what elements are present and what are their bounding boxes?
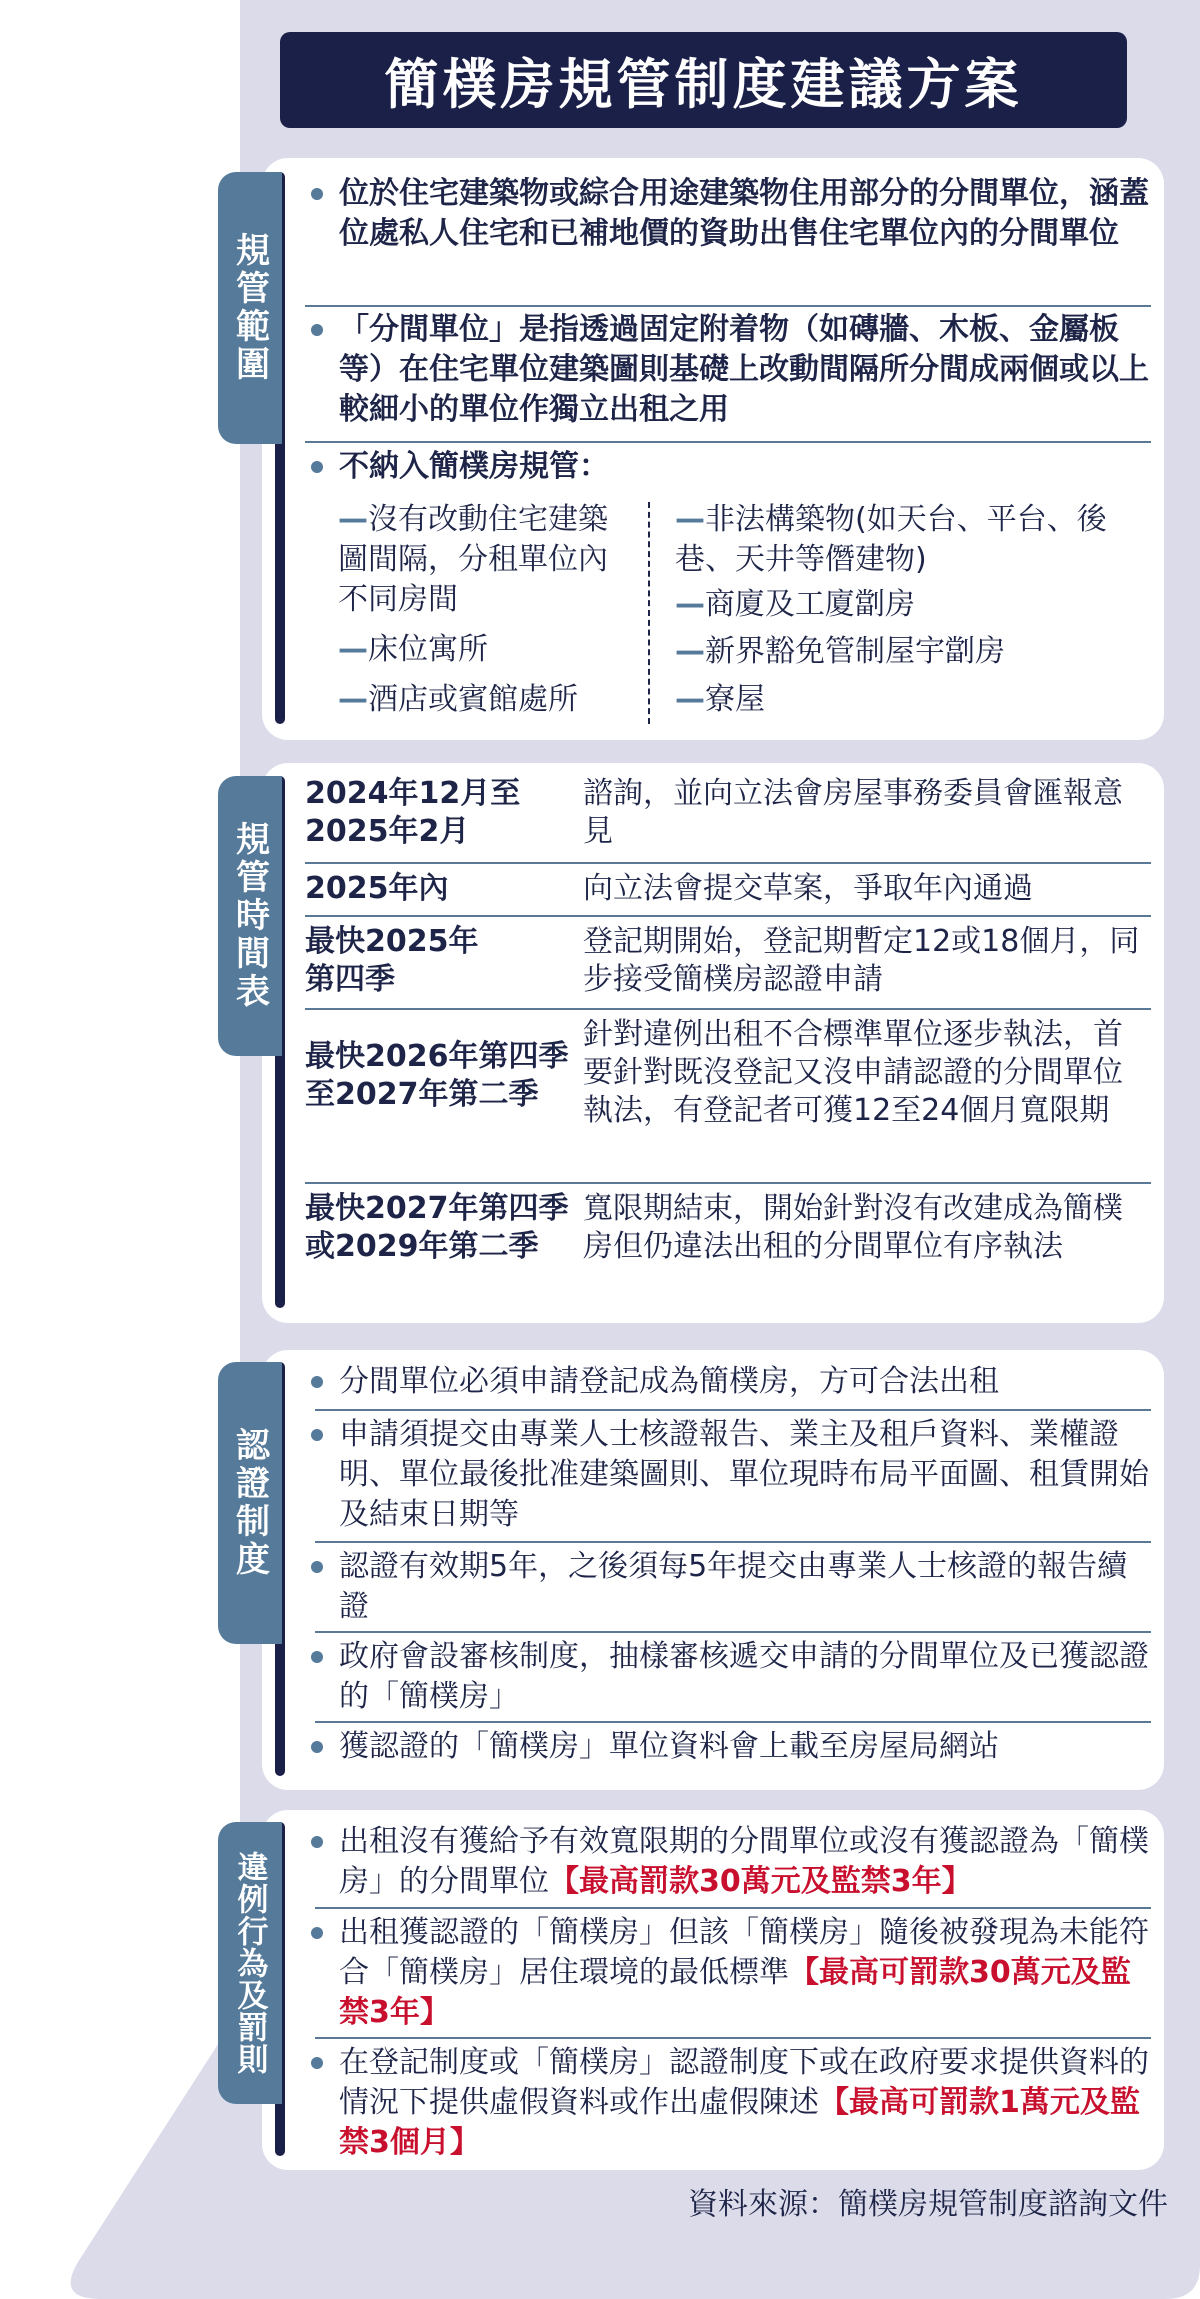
divider [305, 915, 1151, 917]
excluded-right-4: —寮屋 [675, 682, 765, 717]
column-separator [648, 502, 650, 724]
dash-icon: — [338, 632, 368, 667]
timeline-date: 最快2026年第四季至2027年第二季 [305, 1039, 569, 1112]
penalty-text: 【最高可罰款30萬元及監禁3年】 [339, 1955, 1131, 2030]
dash-icon: — [675, 502, 705, 537]
scope-tab: 規管範圍 [218, 172, 282, 444]
timeline-date: 最快2027年第四季或2029年第二季 [305, 1191, 569, 1264]
timeline-desc: 寬限期結束，開始針對沒有改建成為簡樸房但仍違法出租的分間單位有序執法 [583, 1191, 1123, 1264]
timeline-date: 2024年12月至2025年2月 [305, 776, 521, 849]
divider [305, 1008, 1151, 1010]
penalty-item-1: 出租沒有獲給予有效寬限期的分間單位或沒有獲認證為「簡樸房」的分間單位【最高罰款30萬元及監禁3年】 [305, 1822, 1151, 1902]
divider [315, 1541, 1151, 1543]
timeline-tab: 規管時間表 [218, 776, 282, 1056]
dash-icon: — [675, 634, 705, 669]
penalty-item-3: 在登記制度或「簡樸房」認證制度下或在政府要求提供資料的情況下提供虛假資料或作出虛假陳述【最高可罰款1萬元及監禁3個月】 [305, 2043, 1151, 2163]
certification-item-1: 分間單位必須申請登記成為簡樸房，方可合法出租 [305, 1362, 1151, 1402]
dash-icon: — [338, 682, 368, 717]
certification-item-2: 申請須提交由專業人士核證報告、業主及租戶資料、業權證明、單位最後批准建築圖則、單位現時布局平面圖、租賃開始及結束日期等 [305, 1415, 1151, 1535]
divider [305, 862, 1151, 864]
divider [315, 1631, 1151, 1633]
divider [305, 305, 1151, 307]
divider [315, 2037, 1151, 2039]
timeline-desc: 登記期開始，登記期暫定12或18個月，同步接受簡樸房認證申請 [583, 924, 1140, 997]
dash-icon: — [675, 682, 705, 717]
excluded-right-1: —非法構築物(如天台、平台、後巷、天井等僭建物) [675, 502, 1107, 577]
dash-icon: — [338, 502, 368, 537]
divider [315, 1409, 1151, 1411]
certification-item-5: 獲認證的「簡樸房」單位資料會上載至房屋局網站 [305, 1727, 1151, 1767]
certification-tab: 認證制度 [218, 1362, 282, 1644]
certification-item-3: 認證有效期5年，之後須每5年提交由專業人士核證的報告續證 [305, 1547, 1151, 1627]
scope-item-3: 不納入簡樸房規管： [305, 447, 1151, 487]
timeline-desc: 諮詢，並向立法會房屋事務委員會匯報意見 [583, 776, 1123, 849]
penalties-tab: 違例行為及罰則 [218, 1822, 282, 2104]
excluded-right-3: —新界豁免管制屋宇劏房 [675, 634, 1005, 669]
scope-item-2: 「分間單位」是指透過固定附着物（如磚牆、木板、金屬板等）在住宅單位建築圖則基礎上改動間隔所分間成兩個或以上較細小的單位作獨立出租之用 [305, 310, 1151, 430]
penalty-text: 【最高可罰款1萬元及監禁3個月】 [339, 2085, 1140, 2160]
divider [305, 441, 1151, 443]
source-note: 資料來源：簡樸房規管制度諮詢文件 [688, 2187, 1168, 2222]
scope-item-1: 位於住宅建築物或綜合用途建築物住用部分的分間單位，涵蓋位處私人住宅和已補地價的資助出售住宅單位內的分間單位 [305, 174, 1151, 254]
dash-icon: — [675, 587, 705, 622]
penalty-item-2: 出租獲認證的「簡樸房」但該「簡樸房」隨後被發現為未能符合「簡樸房」居住環境的最低標準【最高可罰款30萬元及監禁3年】 [305, 1913, 1151, 2033]
timeline-date: 最快2025年第四季 [305, 924, 479, 997]
excluded-left-3: —酒店或賓館處所 [338, 682, 578, 717]
penalty-text: 【最高罰款30萬元及監禁3年】 [549, 1864, 972, 1899]
divider [315, 1907, 1151, 1909]
certification-item-4: 政府會設審核制度，抽樣審核遞交申請的分間單位及已獲認證的「簡樸房」 [305, 1637, 1151, 1717]
timeline-desc: 針對違例出租不合標準單位逐步執法，首要針對既沒登記又沒申請認證的分間單位執法，有登記者可獲12至24個月寬限期 [583, 1017, 1123, 1128]
excluded-right-2: —商廈及工廈劏房 [675, 587, 915, 622]
timeline-date: 2025年內 [305, 871, 449, 906]
excluded-left-1: —沒有改動住宅建築圖間隔，分租單位內不同房間 [338, 502, 608, 617]
divider [305, 1182, 1151, 1184]
divider [315, 1721, 1151, 1723]
page-title: 簡樸房規管制度建議方案 [280, 32, 1127, 128]
timeline-desc: 向立法會提交草案，爭取年內通過 [583, 871, 1033, 906]
excluded-left-2: —床位寓所 [338, 632, 488, 667]
